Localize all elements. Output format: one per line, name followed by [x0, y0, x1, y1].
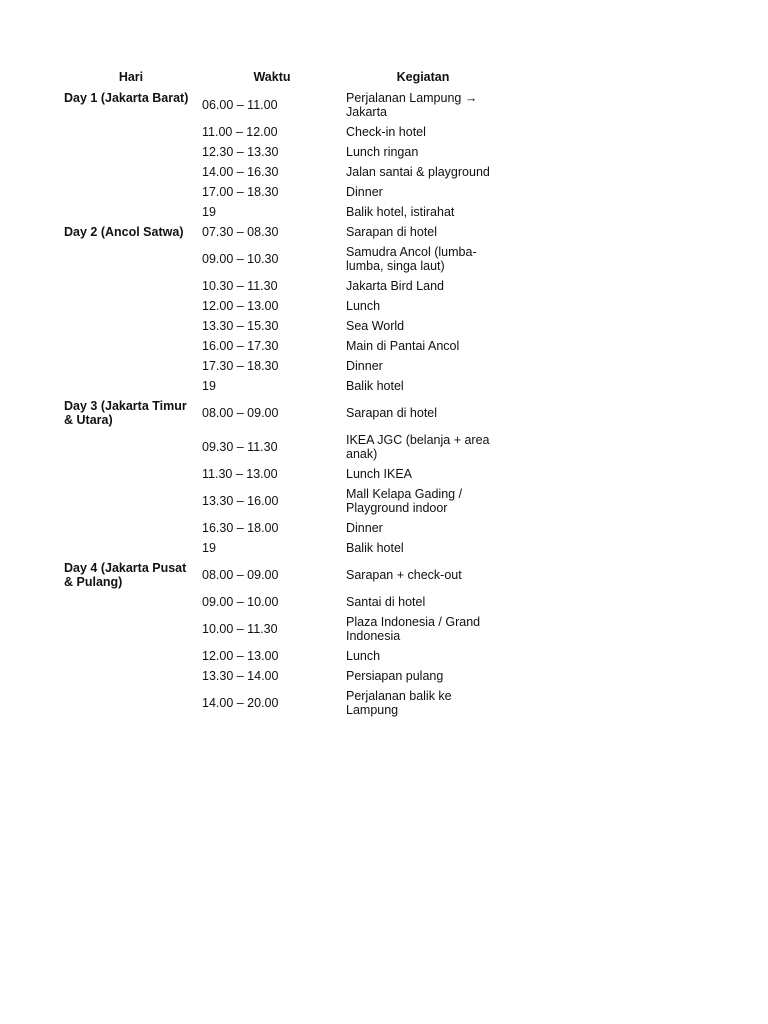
cell-kegiatan: Dinner: [346, 521, 383, 535]
table-row: [62, 356, 502, 376]
cell-kegiatan: Persiapan pulang: [346, 669, 444, 683]
cell-hari: [62, 376, 200, 396]
table-row: [62, 88, 502, 122]
header-kegiatan: Kegiatan: [396, 70, 450, 84]
cell-hari: Day 4 (Jakarta Pusat & Pulang): [64, 561, 187, 589]
table-row: [62, 222, 502, 242]
cell-hari: [62, 430, 200, 464]
table-row: [62, 202, 502, 222]
cell-waktu: 07.30 – 08.30: [202, 225, 279, 239]
cell-waktu: 11.30 – 13.00: [202, 467, 278, 481]
cell-hari: Day 1 (Jakarta Barat): [64, 91, 189, 105]
table-row: [62, 376, 502, 396]
cell-hari: [62, 538, 200, 558]
table-row: [62, 646, 502, 666]
cell-waktu: 19: [202, 205, 216, 219]
table-row: [62, 316, 502, 336]
cell-hari: [62, 142, 200, 162]
cell-hari: [62, 182, 200, 202]
cell-kegiatan: Samudra Ancol (lumba-lumba, singa laut): [346, 245, 477, 273]
table-row: [62, 296, 502, 316]
cell-hari: [62, 242, 200, 276]
cell-waktu: 19: [202, 379, 216, 393]
cell-waktu: 12.30 – 13.30: [202, 145, 279, 159]
cell-kegiatan: Mall Kelapa Gading / Playground indoor: [346, 487, 463, 515]
cell-waktu: 12.00 – 13.00: [202, 299, 279, 313]
cell-kegiatan: Lunch IKEA: [346, 467, 413, 481]
table-row: [62, 686, 502, 720]
cell-hari: [62, 316, 200, 336]
cell-hari: [62, 296, 200, 316]
cell-kegiatan: Dinner: [346, 185, 383, 199]
table-row: [62, 484, 502, 518]
cell-waktu: 09.00 – 10.30: [202, 252, 279, 266]
table-row: [62, 430, 502, 464]
cell-hari: [62, 162, 200, 182]
cell-hari: [62, 336, 200, 356]
itinerary-sheet: [62, 66, 502, 720]
table-row: [62, 558, 502, 592]
cell-kegiatan: IKEA JGC (belanja + area anak): [346, 433, 490, 461]
header-hari: Hari: [118, 70, 144, 84]
cell-hari: [62, 202, 200, 222]
table-row: [62, 592, 502, 612]
table-row: [62, 122, 502, 142]
cell-hari: [62, 686, 200, 720]
cell-waktu: 09.30 – 11.30: [202, 440, 278, 454]
itinerary-table: [62, 66, 502, 720]
header-waktu: Waktu: [253, 70, 291, 84]
table-row: [62, 396, 502, 430]
cell-kegiatan: Santai di hotel: [346, 595, 426, 609]
cell-hari: [62, 612, 200, 646]
cell-waktu: 12.00 – 13.00: [202, 649, 279, 663]
cell-waktu: 17.00 – 18.30: [202, 185, 279, 199]
table-row: [62, 464, 502, 484]
cell-hari: [62, 518, 200, 538]
cell-waktu: 16.00 – 17.30: [202, 339, 279, 353]
cell-hari: [62, 356, 200, 376]
cell-waktu: 13.30 – 15.30: [202, 319, 279, 333]
cell-waktu: 13.30 – 16.00: [202, 494, 279, 508]
cell-waktu: 16.30 – 18.00: [202, 521, 279, 535]
cell-kegiatan: Perjalanan Lampung → Jakarta: [346, 91, 478, 119]
cell-kegiatan: Sea World: [346, 319, 405, 333]
cell-waktu: 08.00 – 09.00: [202, 568, 279, 582]
cell-hari: [62, 464, 200, 484]
cell-waktu: 17.30 – 18.30: [202, 359, 279, 373]
cell-waktu: 09.00 – 10.00: [202, 595, 279, 609]
cell-waktu: 14.00 – 16.30: [202, 165, 279, 179]
table-row: [62, 276, 502, 296]
cell-kegiatan: Perjalanan balik ke Lampung: [346, 689, 452, 717]
cell-hari: [62, 484, 200, 518]
header-row: [62, 66, 502, 88]
table-row: [62, 182, 502, 202]
cell-kegiatan: Sarapan di hotel: [346, 406, 438, 420]
cell-kegiatan: Jakarta Bird Land: [346, 279, 444, 293]
cell-waktu: 10.00 – 11.30: [202, 622, 278, 636]
cell-hari: [62, 666, 200, 686]
table-row: [62, 666, 502, 686]
cell-kegiatan: Lunch: [346, 649, 381, 663]
cell-waktu: 14.00 – 20.00: [202, 696, 279, 710]
cell-kegiatan: Jalan santai & playground: [346, 165, 490, 179]
cell-waktu: 11.00 – 12.00: [202, 125, 278, 139]
cell-hari: Day 2 (Ancol Satwa): [64, 225, 184, 239]
table-row: [62, 162, 502, 182]
table-row: [62, 242, 502, 276]
table-row: [62, 612, 502, 646]
table-row: [62, 336, 502, 356]
cell-kegiatan: Main di Pantai Ancol: [346, 339, 460, 353]
cell-kegiatan: Dinner: [346, 359, 383, 373]
cell-kegiatan: Lunch: [346, 299, 381, 313]
cell-kegiatan: Balik hotel, istirahat: [346, 205, 455, 219]
cell-kegiatan: Balik hotel: [346, 379, 404, 393]
cell-hari: [62, 122, 200, 142]
cell-kegiatan: Sarapan di hotel: [346, 225, 438, 239]
cell-kegiatan: Sarapan + check-out: [346, 568, 462, 582]
cell-waktu: 10.30 – 11.30: [202, 279, 278, 293]
cell-waktu: 19: [202, 541, 216, 555]
table-row: [62, 518, 502, 538]
cell-hari: Day 3 (Jakarta Timur & Utara): [64, 399, 187, 427]
cell-hari: [62, 276, 200, 296]
cell-hari: [62, 592, 200, 612]
cell-kegiatan: Lunch ringan: [346, 145, 419, 159]
cell-kegiatan: Balik hotel: [346, 541, 404, 555]
cell-waktu: 06.00 – 11.00: [202, 98, 278, 112]
cell-kegiatan: Check-in hotel: [346, 125, 426, 139]
cell-waktu: 08.00 – 09.00: [202, 406, 279, 420]
cell-waktu: 13.30 – 14.00: [202, 669, 279, 683]
table-row: [62, 142, 502, 162]
cell-hari: [62, 646, 200, 666]
cell-kegiatan: Plaza Indonesia / Grand Indonesia: [346, 615, 481, 643]
table-row: [62, 538, 502, 558]
